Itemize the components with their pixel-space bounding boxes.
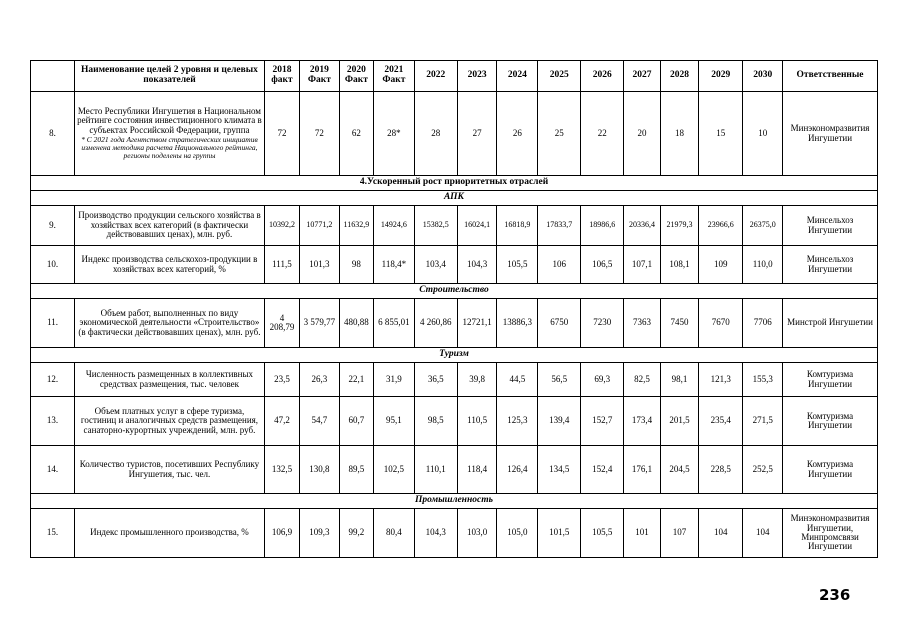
responsible-cell: Минстрой Ингушетии (783, 299, 878, 348)
section-row (31, 176, 878, 191)
value-cell: 103,4 (414, 246, 457, 284)
value-cell: 7706 (743, 299, 783, 348)
value-cell: 18986,6 (581, 206, 624, 246)
value-cell: 22,1 (339, 363, 373, 397)
value-cell: 109 (699, 246, 743, 284)
year-header: 2024 (497, 61, 538, 92)
indicator-name (75, 92, 265, 176)
value-cell: 235,4 (699, 397, 743, 446)
value-cell: 252,5 (743, 446, 783, 494)
indicators-table (30, 60, 878, 558)
value-cell: 62 (339, 92, 373, 176)
row-number: 15. (31, 509, 75, 558)
indicator-note: * С 2021 года Агентством стратегических инициатив изменена методика расчета Национального рейтинга, регионы поделены на группы (81, 135, 258, 161)
value-cell: 480,88 (339, 299, 373, 348)
value-cell: 4 260,86 (414, 299, 457, 348)
year-header: 2029 (699, 61, 743, 92)
value-cell: 26 (497, 92, 538, 176)
value-cell: 132,5 (264, 446, 299, 494)
value-cell: 17833,7 (538, 206, 581, 246)
value-cell: 152,7 (581, 397, 624, 446)
value-cell: 56,5 (538, 363, 581, 397)
value-cell: 15 (699, 92, 743, 176)
value-cell: 204,5 (660, 446, 699, 494)
indicator-name: Индекс промышленного производства, % (75, 509, 265, 558)
value-cell: 98,1 (660, 363, 699, 397)
value-cell: 118,4 (457, 446, 497, 494)
value-cell: 98 (339, 246, 373, 284)
value-cell: 26375,0 (743, 206, 783, 246)
value-cell: 6 855,01 (373, 299, 414, 348)
row-number: 10. (31, 246, 75, 284)
value-cell: 106 (538, 246, 581, 284)
responsible-cell: Комтуризма Ингушетии (783, 363, 878, 397)
subsection-title: Промышленность (31, 494, 878, 509)
year-header: 2025 (538, 61, 581, 92)
value-cell: 20 (624, 92, 660, 176)
value-cell: 44,5 (497, 363, 538, 397)
value-cell: 69,3 (581, 363, 624, 397)
value-cell: 110,1 (414, 446, 457, 494)
value-cell: 10 (743, 92, 783, 176)
name-header: Наименование целей 2 уровня и целевых показателей (75, 61, 265, 92)
year-header: 2021 Факт (373, 61, 414, 92)
header-row (31, 61, 878, 92)
value-cell: 110,5 (457, 397, 497, 446)
value-cell: 26,3 (300, 363, 340, 397)
value-cell: 176,1 (624, 446, 660, 494)
value-cell: 105,5 (497, 246, 538, 284)
value-cell: 105,0 (497, 509, 538, 558)
responsible-cell: Минсельхоз Ингушетии (783, 246, 878, 284)
value-cell: 23966,6 (699, 206, 743, 246)
value-cell: 89,5 (339, 446, 373, 494)
indicator-name: Производство продукции сельского хозяйства в хозяйствах всех категорий (в фактически действовавших ценах), млн. руб. (75, 206, 265, 246)
row-number: 8. (31, 92, 75, 176)
table-row (31, 299, 878, 348)
value-cell: 47,2 (264, 397, 299, 446)
value-cell: 126,4 (497, 446, 538, 494)
value-cell: 201,5 (660, 397, 699, 446)
value-cell: 173,4 (624, 397, 660, 446)
value-cell: 118,4* (373, 246, 414, 284)
value-cell: 16818,9 (497, 206, 538, 246)
year-header: 2019 Факт (300, 61, 340, 92)
value-cell: 21979,3 (660, 206, 699, 246)
value-cell: 99,2 (339, 509, 373, 558)
indicator-text: Место Республики Ингушетия в Национальном рейтинге состояния инвестиционного климата в субъектах Российской Федерации, группа (77, 106, 262, 135)
table-row (31, 363, 878, 397)
year-header: 2023 (457, 61, 497, 92)
value-cell: 28* (373, 92, 414, 176)
value-cell: 108,1 (660, 246, 699, 284)
value-cell: 109,3 (300, 509, 340, 558)
table-row (31, 509, 878, 558)
indicator-name: Объем работ, выполненных по виду экономической деятельности «Строительство» (в фактически действовавших ценах), млн. руб. (75, 299, 265, 348)
value-cell: 104,3 (457, 246, 497, 284)
value-cell: 72 (300, 92, 340, 176)
responsible-cell: Минэкономразвития Ингушетии (783, 92, 878, 176)
value-cell: 102,5 (373, 446, 414, 494)
value-cell: 14924,6 (373, 206, 414, 246)
table-row (31, 92, 878, 176)
year-header: 2027 (624, 61, 660, 92)
num-header (31, 61, 75, 92)
year-header: 2028 (660, 61, 699, 92)
value-cell: 20336,4 (624, 206, 660, 246)
value-cell: 39,8 (457, 363, 497, 397)
value-cell: 107 (660, 509, 699, 558)
value-cell: 95,1 (373, 397, 414, 446)
value-cell: 80,4 (373, 509, 414, 558)
value-cell: 101,3 (300, 246, 340, 284)
table-row (31, 397, 878, 446)
year-header: 2020 Факт (339, 61, 373, 92)
value-cell: 82,5 (624, 363, 660, 397)
value-cell: 107,1 (624, 246, 660, 284)
value-cell: 7230 (581, 299, 624, 348)
value-cell: 7670 (699, 299, 743, 348)
responsible-cell: Минсельхоз Ингушетии (783, 206, 878, 246)
year-header: 2022 (414, 61, 457, 92)
value-cell: 101,5 (538, 509, 581, 558)
value-cell: 155,3 (743, 363, 783, 397)
value-cell: 103,0 (457, 509, 497, 558)
value-cell: 60,7 (339, 397, 373, 446)
value-cell: 139,4 (538, 397, 581, 446)
value-cell: 16024,1 (457, 206, 497, 246)
indicator-name: Численность размещенных в коллективных средствах размещения, тыс. человек (75, 363, 265, 397)
value-cell: 98,5 (414, 397, 457, 446)
section-title: 4.Ускоренный рост приоритетных отраслей (31, 176, 878, 191)
value-cell: 228,5 (699, 446, 743, 494)
value-cell: 12721,1 (457, 299, 497, 348)
value-cell: 15382,5 (414, 206, 457, 246)
value-cell: 105,5 (581, 509, 624, 558)
row-number: 13. (31, 397, 75, 446)
table-row (31, 246, 878, 284)
value-cell: 23,5 (264, 363, 299, 397)
value-cell: 25 (538, 92, 581, 176)
year-header: 2026 (581, 61, 624, 92)
value-cell: 11632,9 (339, 206, 373, 246)
value-cell: 271,5 (743, 397, 783, 446)
table-row (31, 446, 878, 494)
value-cell: 134,5 (538, 446, 581, 494)
value-cell: 10771,2 (300, 206, 340, 246)
value-cell: 106,5 (581, 246, 624, 284)
value-cell: 106,9 (264, 509, 299, 558)
value-cell: 27 (457, 92, 497, 176)
value-cell: 31,9 (373, 363, 414, 397)
value-cell: 72 (264, 92, 299, 176)
value-cell: 28 (414, 92, 457, 176)
row-number: 9. (31, 206, 75, 246)
year-header: 2030 (743, 61, 783, 92)
value-cell: 101 (624, 509, 660, 558)
subsection-title: Строительство (31, 284, 878, 299)
indicator-name: Объем платных услуг в сфере туризма, гостиниц и аналогичных средств размещения, санаторно-курортных учреждений, млн. руб. (75, 397, 265, 446)
table-row (31, 206, 878, 246)
value-cell: 110,0 (743, 246, 783, 284)
value-cell: 104,3 (414, 509, 457, 558)
row-number: 14. (31, 446, 75, 494)
indicator-name: Индекс производства сельскохоз-продукции в хозяйствах всех категорий, % (75, 246, 265, 284)
resp-header: Ответственные (783, 61, 878, 92)
row-number: 12. (31, 363, 75, 397)
subsection-row (31, 191, 878, 206)
subsection-row (31, 348, 878, 363)
page-number: 236 (819, 586, 851, 604)
value-cell: 104 (699, 509, 743, 558)
value-cell: 13886,3 (497, 299, 538, 348)
subsection-title: АПК (31, 191, 878, 206)
value-cell: 3 579,77 (300, 299, 340, 348)
value-cell: 125,3 (497, 397, 538, 446)
responsible-cell: Комтуризма Ингушетии (783, 446, 878, 494)
value-cell: 152,4 (581, 446, 624, 494)
value-cell: 104 (743, 509, 783, 558)
value-cell: 121,3 (699, 363, 743, 397)
subsection-row (31, 284, 878, 299)
value-cell: 4 208,79 (264, 299, 299, 348)
value-cell: 111,5 (264, 246, 299, 284)
responsible-cell: Комтуризма Ингушетии (783, 397, 878, 446)
row-number: 11. (31, 299, 75, 348)
value-cell: 7363 (624, 299, 660, 348)
value-cell: 54,7 (300, 397, 340, 446)
value-cell: 6750 (538, 299, 581, 348)
value-cell: 130,8 (300, 446, 340, 494)
value-cell: 36,5 (414, 363, 457, 397)
value-cell: 18 (660, 92, 699, 176)
value-cell: 7450 (660, 299, 699, 348)
year-header: 2018 факт (264, 61, 299, 92)
value-cell: 10392,2 (264, 206, 299, 246)
indicator-name: Количество туристов, посетивших Республику Ингушетия, тыс. чел. (75, 446, 265, 494)
value-cell: 22 (581, 92, 624, 176)
subsection-row (31, 494, 878, 509)
responsible-cell: Минэкономразвития Ингушетии, Минпромсвязи Ингушетии (783, 509, 878, 558)
subsection-title: Туризм (31, 348, 878, 363)
